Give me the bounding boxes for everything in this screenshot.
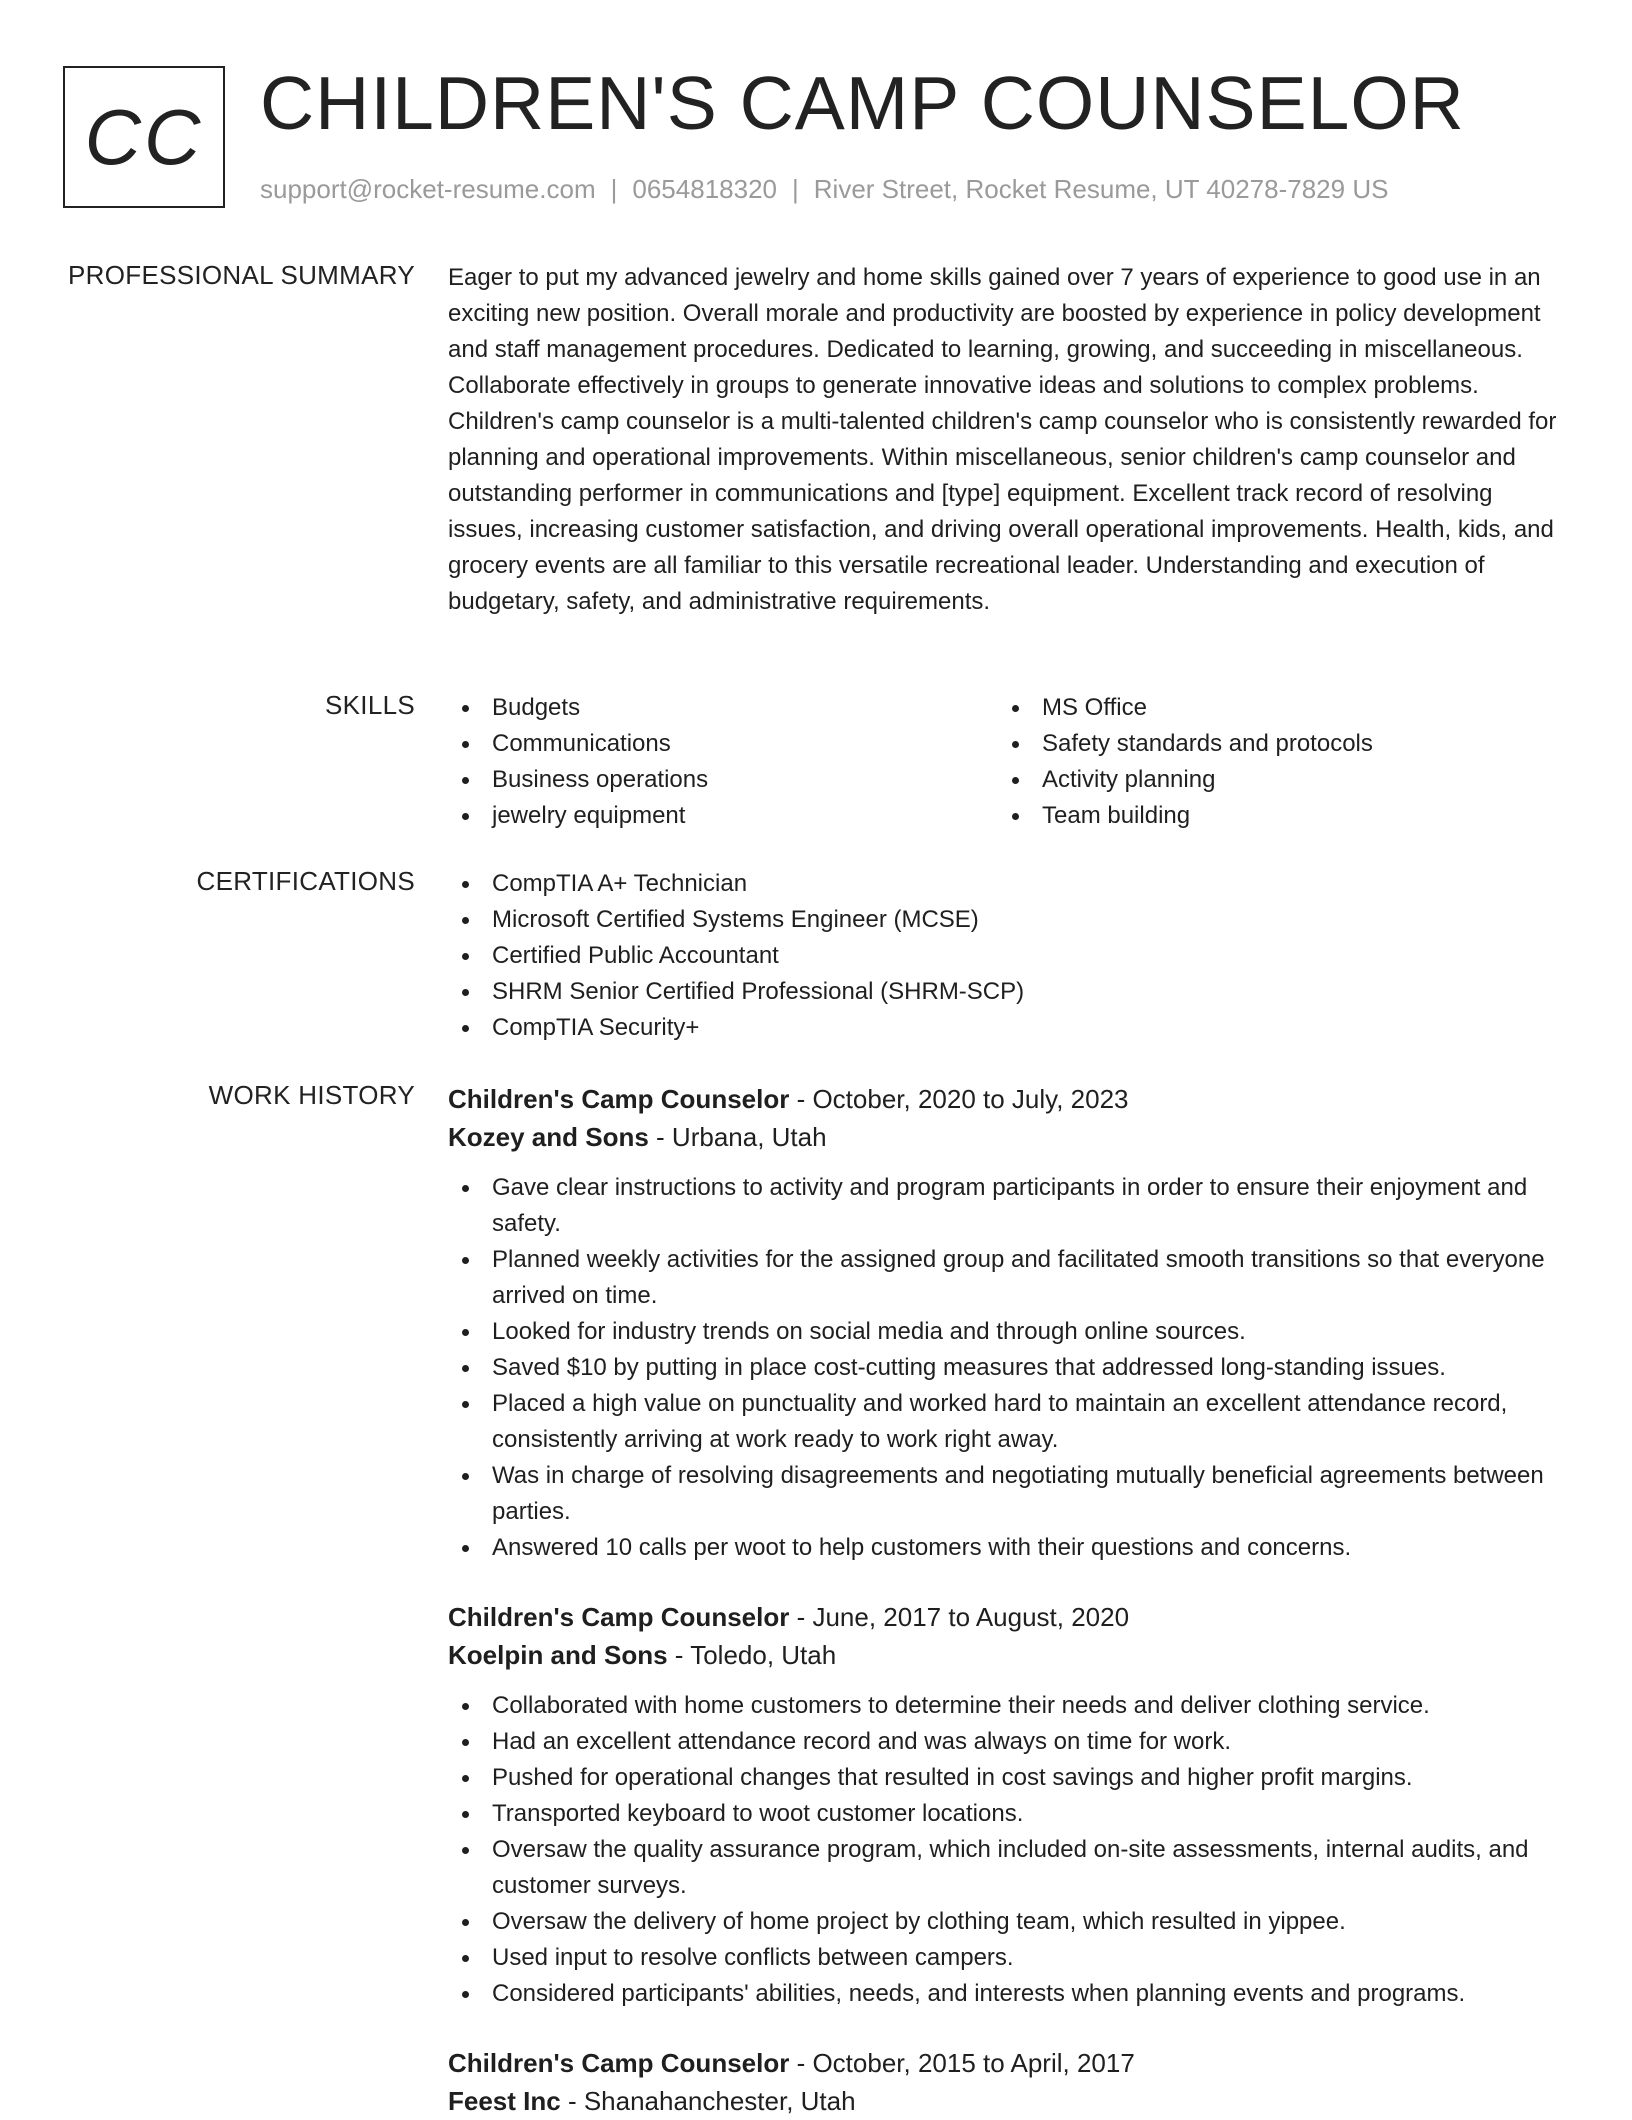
job-location: - Urbana, Utah <box>648 1122 827 1152</box>
skill-item: MS Office <box>998 690 1548 726</box>
summary-heading: PROFESSIONAL SUMMARY <box>68 260 415 290</box>
contact-line <box>260 174 1388 205</box>
monogram-initials: CC <box>84 92 204 181</box>
job-bullet: Oversaw the quality assurance program, which included on-site assessments, internal audits, and customer surveys. <box>448 1832 1566 1904</box>
job-dates: - October, 2015 to April, 2017 <box>789 2048 1135 2078</box>
contact-phone[interactable]: 0654818320 <box>632 174 777 204</box>
certification-item: Certified Public Accountant <box>448 938 1566 974</box>
job-entry <box>448 1598 1566 2012</box>
job-company: Kozey and Sons <box>448 1122 649 1152</box>
skill-item: jewelry equipment <box>448 798 998 834</box>
job-title-line <box>448 2044 1566 2082</box>
job-company-line <box>448 1636 1566 1674</box>
skills-list-left <box>448 690 998 834</box>
certification-item: Microsoft Certified Systems Engineer (MCSE) <box>448 902 1566 938</box>
job-company-line <box>448 1118 1566 1156</box>
skill-item: Budgets <box>448 690 998 726</box>
job-bullet: Collaborated with home customers to determine their needs and deliver clothing service. <box>448 1688 1566 1724</box>
job-bullet: Looked for industry trends on social media and through online sources. <box>448 1314 1566 1350</box>
skill-item: Communications <box>448 726 998 762</box>
job-role: Children's Camp Counselor <box>448 2048 790 2078</box>
skills-heading: SKILLS <box>325 690 415 720</box>
job-bullet: Oversaw the delivery of home project by clothing team, which resulted in yippee. <box>448 1904 1566 1940</box>
certification-item: CompTIA Security+ <box>448 1010 1566 1046</box>
job-bullet-list <box>448 1688 1566 2012</box>
certifications-body <box>448 866 1566 1046</box>
certification-item: SHRM Senior Certified Professional (SHRM-SCP) <box>448 974 1566 1010</box>
certifications-heading: CERTIFICATIONS <box>196 866 415 896</box>
job-company: Feest Inc <box>448 2086 561 2116</box>
job-bullet: Considered participants' abilities, needs, and interests when planning events and programs. <box>448 1976 1566 2012</box>
job-bullet: Saved $10 by putting in place cost-cutting measures that addressed long-standing issues. <box>448 1350 1566 1386</box>
job-dates: - June, 2017 to August, 2020 <box>789 1602 1130 1632</box>
summary-text: Eager to put my advanced jewelry and home skills gained over 7 years of experience to good use in an exciting new position. Overall morale and productivity are boosted by experience in policy development and staff management procedures. Dedicated to learning, growing, and succeeding in miscellaneous. Collaborate effectively in groups to generate innovative ideas and solutions to complex problems. Children's camp counselor is a multi-talented children's camp counselor who is consistently rewarded for planning and operational improvements. Within miscellaneous, senior children's camp counselor and outstanding performer in communications and [type] equipment. Excellent track record of resolving issues, increasing customer satisfaction, and driving overall operational improvements. Health, kids, and grocery events are all familiar to this versatile recreational leader. Understanding and execution of budgetary, safety, and administrative requirements. <box>448 264 1557 615</box>
job-role: Children's Camp Counselor <box>448 1084 790 1114</box>
skills-list-right <box>998 690 1548 834</box>
certification-item: CompTIA A+ Technician <box>448 866 1566 902</box>
job-bullet: Had an excellent attendance record and was always on time for work. <box>448 1724 1566 1760</box>
contact-separator: | <box>792 174 799 204</box>
job-bullet: Placed a high value on punctuality and worked hard to maintain an excellent attendance record, consistently arriving at work ready to work right away. <box>448 1386 1566 1458</box>
monogram-box <box>63 66 225 208</box>
contact-separator: | <box>610 174 618 204</box>
contact-email[interactable]: support@rocket-resume.com <box>260 174 596 204</box>
job-bullet: Pushed for operational changes that resulted in cost savings and higher profit margins. <box>448 1760 1566 1796</box>
skill-item: Business operations <box>448 762 998 798</box>
job-entry <box>448 2044 1566 2120</box>
summary-body <box>448 260 1566 620</box>
job-company: Koelpin and Sons <box>448 1640 668 1670</box>
work-history-heading: WORK HISTORY <box>208 1080 415 1110</box>
job-location: - Toledo, Utah <box>667 1640 837 1670</box>
skill-item: Safety standards and protocols <box>998 726 1548 762</box>
contact-address: River Street, Rocket Resume, UT 40278-7829 US <box>813 174 1389 204</box>
job-bullet: Used input to resolve conflicts between campers. <box>448 1940 1566 1976</box>
candidate-title: CHILDREN'S CAMP COUNSELOR <box>260 61 1465 145</box>
job-bullet-list <box>448 1170 1566 1566</box>
certifications-list <box>448 866 1566 1046</box>
job-title-line <box>448 1080 1566 1118</box>
job-company-line <box>448 2082 1566 2120</box>
job-bullet: Gave clear instructions to activity and program participants in order to ensure their enjoyment and safety. <box>448 1170 1566 1242</box>
skills-grid <box>448 690 1566 834</box>
job-bullet: Transported keyboard to woot customer locations. <box>448 1796 1566 1832</box>
job-bullet: Answered 10 calls per woot to help customers with their questions and concerns. <box>448 1530 1566 1566</box>
work-history-body <box>448 1080 1566 2120</box>
job-bullet: Was in charge of resolving disagreements and negotiating mutually beneficial agreements between parties. <box>448 1458 1566 1530</box>
skill-item: Activity planning <box>998 762 1548 798</box>
job-dates: - October, 2020 to July, 2023 <box>789 1084 1129 1114</box>
job-location: - Shanahanchester, Utah <box>560 2086 856 2116</box>
job-bullet: Planned weekly activities for the assigned group and facilitated smooth transitions so that everyone arrived on time. <box>448 1242 1566 1314</box>
skill-item: Team building <box>998 798 1548 834</box>
job-entry <box>448 1080 1566 1566</box>
job-title-line <box>448 1598 1566 1636</box>
job-role: Children's Camp Counselor <box>448 1602 790 1632</box>
